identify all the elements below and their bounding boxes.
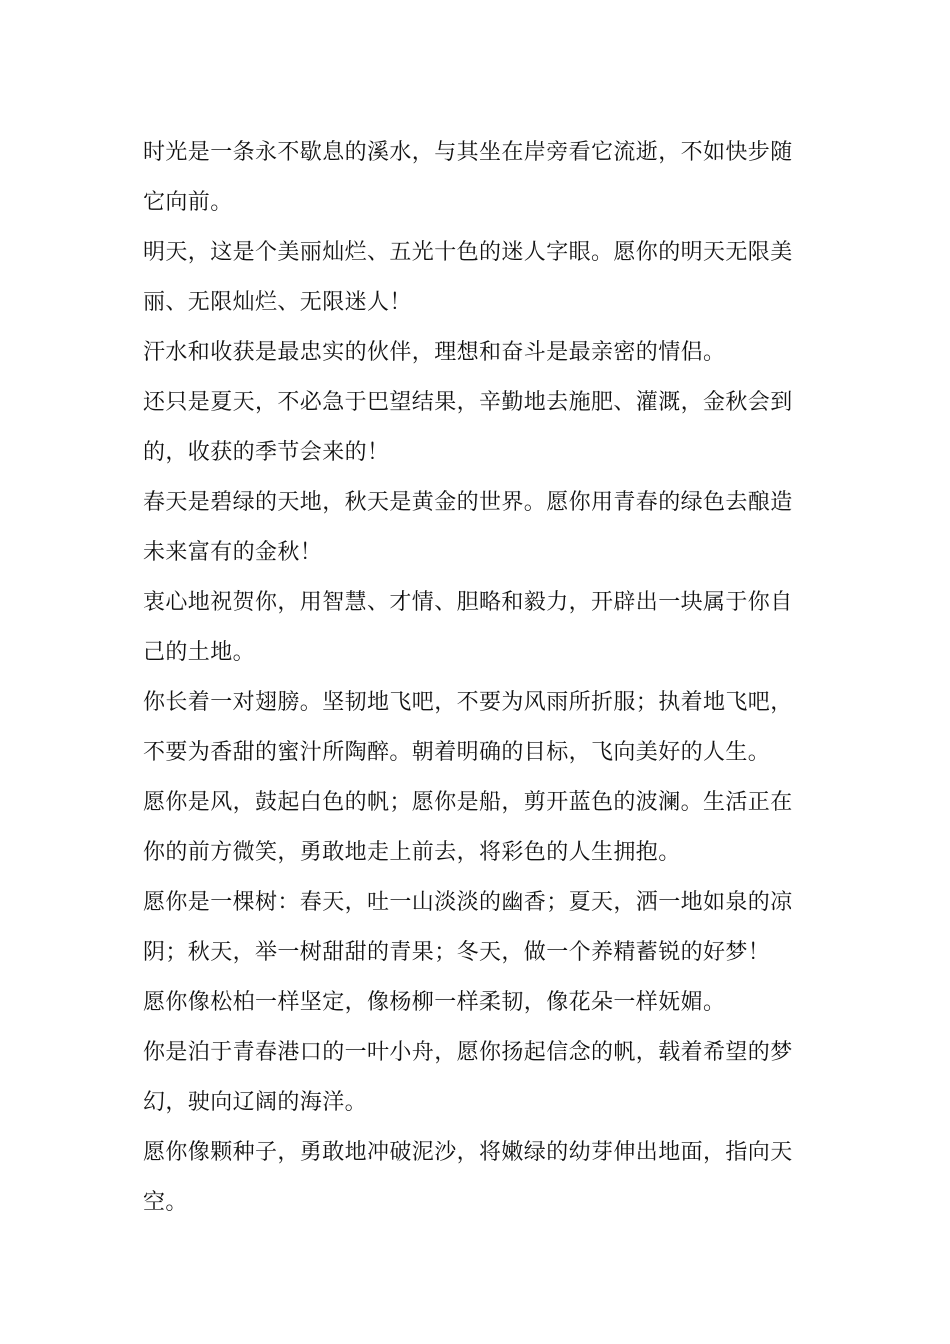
paragraph: 愿你是一棵树：春天，吐一山淡淡的幽香；夏天，洒一地如泉的凉阴；秋天，举一树甜甜的青果；冬天，做一个养精蓄锐的好梦！: [143, 890, 793, 965]
paragraph: 春天是碧绿的天地，秋天是黄金的世界。愿你用青春的绿色去酿造未来富有的金秋！: [143, 490, 793, 565]
paragraph: 你长着一对翅膀。坚韧地飞吧，不要为风雨所折服；执着地飞吧，不要为香甜的蜜汁所陶醉。朝着明确的目标，飞向美好的人生。: [143, 690, 793, 765]
document-body: [143, 128, 811, 1228]
paragraph: 明天，这是个美丽灿烂、五光十色的迷人字眼。愿你的明天无限美丽、无限灿烂、无限迷人！: [143, 240, 793, 315]
paragraph: 愿你是风，鼓起白色的帆；愿你是船，剪开蓝色的波澜。生活正在你的前方微笑，勇敢地走上前去，将彩色的人生拥抱。: [143, 790, 793, 865]
paragraph: 衷心地祝贺你，用智慧、才情、胆略和毅力，开辟出一块属于你自己的土地。: [143, 590, 793, 665]
paragraph: 汗水和收获是最忠实的伙伴，理想和奋斗是最亲密的情侣。: [143, 340, 726, 365]
paragraph: 时光是一条永不歇息的溪水，与其坐在岸旁看它流逝，不如快步随它向前。: [143, 140, 793, 215]
paragraph: 你是泊于青春港口的一叶小舟，愿你扬起信念的帆，载着希望的梦幻，驶向辽阔的海洋。: [143, 1040, 793, 1115]
paragraph: 还只是夏天，不必急于巴望结果，辛勤地去施肥、灌溉，金秋会到的，收获的季节会来的！: [143, 390, 793, 465]
paragraph: 愿你像松柏一样坚定，像杨柳一样柔韧，像花朵一样妩媚。: [143, 990, 726, 1015]
paragraph: 愿你像颗种子，勇敢地冲破泥沙，将嫩绿的幼芽伸出地面，指向天空。: [143, 1140, 793, 1215]
